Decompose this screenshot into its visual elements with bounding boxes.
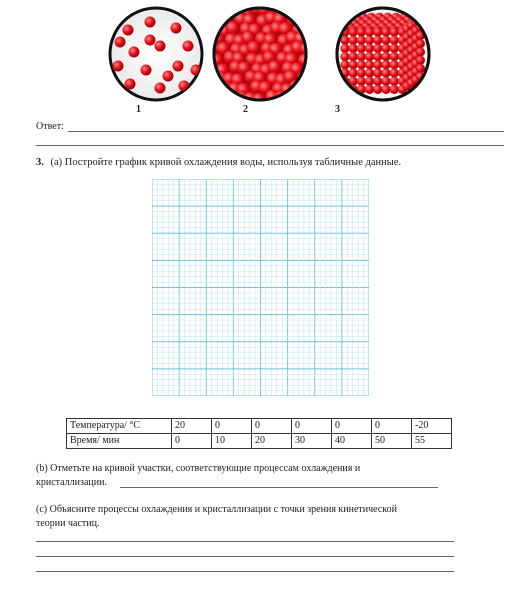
particle: [365, 44, 374, 53]
question-3b: [36, 462, 476, 490]
table-cell: 0: [332, 419, 372, 434]
question-3c: [36, 503, 476, 531]
particle: [381, 27, 390, 36]
particle: [416, 64, 425, 73]
answer-line-1[interactable]: [68, 131, 504, 132]
particle: [115, 37, 126, 48]
particle: [373, 60, 382, 69]
particle: [113, 61, 124, 72]
particle: [307, 51, 321, 65]
answer-line-3c-3[interactable]: [36, 571, 454, 572]
table-cell: 0: [212, 419, 252, 434]
answer-line-3c-1[interactable]: [36, 541, 454, 542]
particle: [365, 77, 374, 86]
table-row-time: [67, 434, 452, 449]
question-3c-line2: теории частиц.: [36, 518, 100, 529]
particle: [373, 68, 382, 77]
particle: [381, 77, 390, 86]
answer-line-2[interactable]: [36, 145, 504, 146]
data-table: [66, 418, 452, 449]
particle: [179, 81, 190, 92]
particle: [306, 72, 320, 86]
particle: [373, 85, 382, 94]
particle: [145, 17, 156, 28]
table-cell: 20: [172, 419, 212, 434]
particle: [219, 3, 233, 17]
question-3c-line1: (c) Объясните процессы охлаждения и кристаллизации с точки зрения кинетической: [36, 504, 398, 515]
particle: [205, 2, 219, 16]
particle: [349, 36, 358, 45]
particle: [226, 21, 240, 35]
particle: [390, 85, 399, 94]
particle: [416, 39, 425, 48]
particle: [309, 11, 323, 25]
particle-models-figure: [0, 0, 521, 112]
particle: [365, 68, 374, 77]
particle: [390, 27, 399, 36]
particle: [183, 41, 194, 52]
particle: [349, 27, 358, 36]
table-cell: 0: [292, 419, 332, 434]
particle: [357, 27, 366, 36]
question-number: 3.: [36, 157, 44, 168]
table-cell: 0: [252, 419, 292, 434]
table-cell: -20: [412, 419, 452, 434]
particle: [303, 81, 317, 95]
particle: [373, 36, 382, 45]
particle: [357, 52, 366, 61]
particle: [293, 2, 307, 16]
particle: [340, 52, 349, 61]
question-3b-line1: (b) Отметьте на кривой участки, соответствующие процессам охлаждения и: [36, 463, 361, 474]
question-3-heading: [36, 157, 401, 168]
particle: [390, 52, 399, 61]
table-cell: 0: [372, 419, 412, 434]
particle: [365, 27, 374, 36]
particle: [145, 35, 156, 46]
particle: [163, 71, 174, 82]
particle: [171, 23, 182, 34]
particle: [390, 77, 399, 86]
particle: [129, 47, 140, 58]
answer-line-3c-2[interactable]: [36, 556, 454, 557]
particle: [390, 36, 399, 45]
particle: [247, 41, 261, 55]
particle: [373, 77, 382, 86]
question-3b-line2: кристаллизации.: [36, 477, 107, 488]
particle: [155, 83, 166, 94]
graph-paper-grid[interactable]: [152, 179, 369, 396]
particle: [302, 3, 316, 17]
particle: [381, 85, 390, 94]
particle: [416, 47, 425, 56]
particle: [349, 44, 358, 53]
table-cell: 10: [212, 434, 252, 449]
figure-label-1: 1: [136, 104, 141, 115]
particle: [349, 52, 358, 61]
particle: [213, 93, 227, 107]
particle: [308, 33, 322, 47]
particle: [416, 13, 425, 22]
particle: [305, 90, 319, 104]
table-header-temperature: Температура/ °С: [67, 419, 172, 434]
table-cell: 20: [252, 434, 292, 449]
particle: [373, 27, 382, 36]
figure-label-2: 2: [243, 104, 248, 115]
question-3a-text: (a) Постройте график кривой охлаждения воды, используя табличные данные.: [50, 157, 402, 168]
particle: [340, 60, 349, 69]
particle: [349, 68, 358, 77]
figure-label-3: 3: [335, 104, 340, 115]
particle: [381, 68, 390, 77]
particle: [373, 52, 382, 61]
particle: [381, 44, 390, 53]
particle: [340, 44, 349, 53]
particle: [416, 56, 425, 65]
particle: [349, 60, 358, 69]
particle: [357, 36, 366, 45]
particle: [123, 25, 134, 36]
gas-particles-circle: [110, 8, 202, 100]
particle: [125, 79, 136, 90]
particle: [296, 93, 310, 107]
table-header-time: Время/ мин: [67, 434, 172, 449]
particle: [357, 77, 366, 86]
particle: [288, 92, 302, 106]
particle: [390, 44, 399, 53]
particle: [390, 68, 399, 77]
table-cell: 40: [332, 434, 372, 449]
particle: [381, 60, 390, 69]
answer-label: Ответ:: [36, 121, 64, 132]
particle: [390, 60, 399, 69]
particle: [365, 52, 374, 61]
particle: [381, 52, 390, 61]
table-row-temperature: [67, 419, 452, 434]
particle: [155, 41, 166, 52]
answer-line-3b[interactable]: [120, 487, 438, 488]
solid-particles-circle: [337, 8, 429, 100]
table-cell: 50: [372, 434, 412, 449]
particle: [206, 80, 220, 94]
table-cell: 0: [172, 434, 212, 449]
table-cell: 30: [292, 434, 332, 449]
particle: [365, 36, 374, 45]
particle: [365, 85, 374, 94]
particle: [141, 65, 152, 76]
table-cell: 55: [412, 434, 452, 449]
particle: [357, 68, 366, 77]
particle: [373, 44, 382, 53]
liquid-particles-circle: [205, 2, 323, 107]
particle: [268, 60, 282, 74]
particle: [381, 36, 390, 45]
particle: [365, 60, 374, 69]
particle: [357, 60, 366, 69]
particle: [357, 44, 366, 53]
particle: [173, 61, 184, 72]
